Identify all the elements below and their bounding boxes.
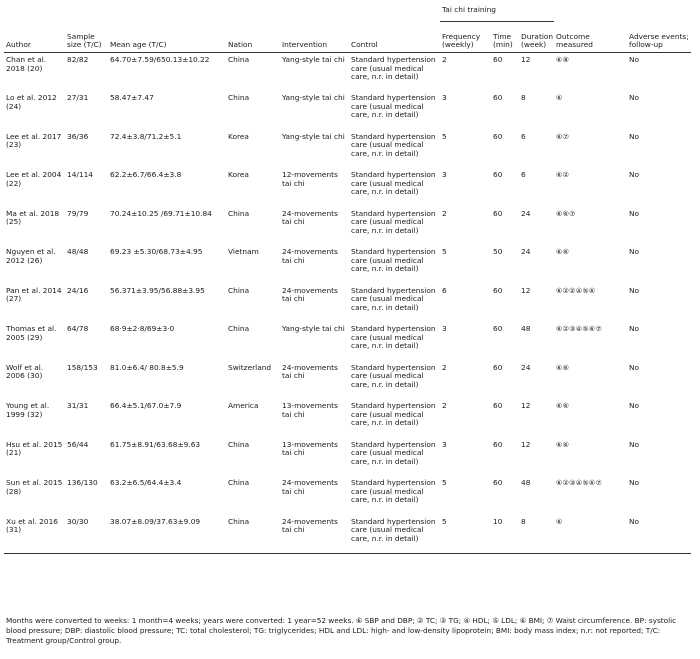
cell-outcome: ⑥②②④⑤⑥	[556, 286, 596, 295]
cell-nation: Korea	[228, 131, 249, 141]
cell-sample: 36/36	[67, 131, 89, 141]
cell-adverse: No	[629, 285, 640, 295]
cell-author: Young et al. 1999 (32)	[6, 401, 50, 419]
cell-outcome: ⑥②③④⑤⑥⑦	[556, 325, 603, 333]
cell-adverse: No	[629, 170, 640, 179]
cell-age: 61.75±8.91/63.68±9.63	[110, 439, 201, 449]
cell-outcome: ⑥	[556, 94, 563, 102]
cell-age: 70.24±10.25 /69.71±10.84	[110, 208, 212, 218]
table-row	[4, 361, 691, 400]
cell-sample: 56/44	[67, 439, 89, 449]
cell-sample: 136/130	[67, 478, 98, 487]
cell-outcome: ⑥⑥	[556, 440, 570, 449]
table-row	[4, 53, 691, 92]
table-row	[4, 284, 691, 323]
cell-sample: 82/82	[67, 55, 89, 64]
cell-adverse: No	[629, 208, 640, 218]
cell-frequency: 2	[442, 362, 447, 372]
cell-age: 66.4±5.1/67.0±7.9	[110, 401, 182, 410]
cell-author: Lee et al. 2004 (22)	[6, 170, 62, 188]
cell-age: 56.371±3.95/56.88±3.95	[110, 285, 205, 295]
header-intervention: Intervention	[280, 4, 349, 53]
cell-nation: America	[228, 401, 259, 410]
cell-intervention: 24-movements tai chi	[282, 362, 338, 381]
cell-author: Xu et al. 2016 (31)	[4, 515, 65, 554]
cell-age: 68·9±2·8/69±3·0	[110, 324, 175, 333]
cell-outcome: ⑥⑥	[556, 248, 570, 256]
cell-duration: 6	[521, 131, 526, 141]
cell-nation: Vietnam	[228, 247, 259, 256]
cell-duration: 12	[521, 439, 531, 449]
cell-intervention: 13-movements tai chi	[282, 439, 338, 458]
cell-sample: 30/30	[65, 515, 108, 554]
header-tai-chi-training: Tai chi training	[440, 4, 554, 22]
header-adverse-events: Adverse events; follow-up	[627, 4, 691, 53]
cell-adverse: No	[629, 131, 640, 141]
cell-time: 60	[493, 285, 503, 295]
cell-intervention: Yang-style tai chi	[282, 324, 345, 333]
cell-nation: China	[228, 208, 250, 218]
cell-time: 60	[493, 478, 503, 487]
cell-sample: 31/31	[67, 401, 89, 410]
cell-duration: 12	[521, 401, 531, 410]
cell-intervention: 24-movements tai chi	[280, 515, 349, 554]
cell-intervention: 24-movements tai chi	[282, 285, 338, 304]
cell-author: Hsu et al. 2015 (21)	[6, 439, 63, 458]
cell-nation: China	[228, 285, 250, 295]
header-mean-age: Mean age (T/C)	[108, 4, 226, 53]
cell-frequency: 2	[442, 55, 447, 64]
cell-control: Standard hypertension care (usual medical care, n.r. in detail)	[351, 285, 436, 312]
cell-control: Standard hypertension care (usual medical care, n.r. in detail)	[351, 208, 436, 235]
cell-adverse: No	[629, 478, 640, 487]
cell-control: Standard hypertension care (usual medical care, n.r. in detail)	[351, 93, 436, 120]
cell-time: 60	[493, 439, 503, 449]
cell-nation: China	[228, 55, 250, 64]
cell-sample: 48/48	[67, 247, 89, 256]
cell-author: Lo et al. 2012 (24)	[6, 93, 57, 111]
table-row	[4, 245, 691, 284]
cell-intervention: 24-movements tai chi	[282, 208, 338, 227]
header-outcome: Outcome measured	[554, 4, 627, 53]
cell-age: 38.07±8.09/37.63±9.09	[108, 515, 226, 554]
cell-outcome: ⑥⑥	[556, 363, 570, 372]
cell-control: Standard hypertension care (usual medical care, n.r. in detail)	[351, 247, 436, 274]
cell-duration: 8	[521, 93, 526, 102]
cell-outcome: ⑥	[554, 515, 627, 554]
cell-age: 81.0±6.4/ 80.8±5.9	[110, 362, 184, 372]
cell-control: Standard hypertension care (usual medical care, n.r. in detail)	[351, 170, 436, 197]
cell-author: Ma et al. 2018 (25)	[6, 208, 60, 227]
cell-nation: China	[226, 515, 280, 554]
cell-intervention: 24-movements tai chi	[282, 478, 338, 496]
cell-adverse: No	[629, 401, 640, 410]
cell-time: 10	[491, 515, 519, 554]
cell-adverse: No	[629, 93, 640, 102]
cell-outcome: ⑥⑥⑦	[556, 209, 576, 218]
cell-frequency: 3	[442, 170, 447, 179]
cell-frequency: 5	[440, 515, 491, 554]
cell-time: 60	[493, 170, 503, 179]
cell-frequency: 2	[442, 208, 447, 218]
cell-outcome: ⑥⑥	[556, 402, 570, 410]
cell-frequency: 2	[442, 401, 447, 410]
cell-nation: China	[228, 324, 250, 333]
cell-intervention: Yang-style tai chi	[282, 55, 345, 64]
cell-time: 60	[493, 93, 503, 102]
cell-sample: 27/31	[67, 93, 89, 102]
cell-adverse: No	[629, 439, 640, 449]
cell-nation: Korea	[228, 170, 249, 179]
cell-sample: 64/78	[67, 324, 89, 333]
cell-duration: 6	[521, 170, 526, 179]
table-row	[4, 515, 691, 554]
cell-frequency: 3	[442, 324, 447, 333]
cell-frequency: 6	[442, 285, 447, 295]
cell-control: Standard hypertension care (usual medical care, n.r. in detail)	[351, 131, 436, 158]
cell-adverse: No	[629, 55, 640, 64]
cell-duration: 24	[521, 247, 531, 256]
cell-author: Wolf et al. 2006 (30)	[6, 362, 44, 381]
cell-time: 60	[493, 208, 503, 218]
cell-intervention: 12-movements tai chi	[282, 170, 338, 188]
table-row	[4, 438, 691, 477]
cell-outcome: ⑥②③④⑤⑥⑦	[556, 479, 603, 487]
header-frequency: Frequency (weekly)	[440, 22, 491, 53]
cell-age: 69.23 ±5.30/68.73±4.95	[110, 247, 203, 256]
cell-frequency: 3	[442, 439, 447, 449]
table-row	[4, 476, 691, 515]
cell-frequency: 5	[442, 478, 447, 487]
cell-sample: 79/79	[67, 208, 89, 218]
cell-intervention: 13-movements tai chi	[282, 401, 338, 419]
cell-author: Lee et al. 2017 (23)	[6, 131, 62, 150]
cell-age: 72.4±3.8/71.2±5.1	[110, 131, 182, 141]
cell-adverse: No	[629, 324, 640, 333]
cell-adverse: No	[629, 247, 640, 256]
cell-frequency: 3	[442, 93, 447, 102]
cell-age: 62.2±6.7/66.4±3.8	[110, 170, 182, 179]
cell-outcome: ⑥②	[556, 171, 570, 179]
cell-nation: China	[228, 93, 250, 102]
cell-duration: 48	[521, 478, 531, 487]
cell-time: 60	[493, 131, 503, 141]
cell-nation: Switzerland	[228, 362, 272, 372]
table-body	[4, 53, 691, 554]
cell-control: Standard hypertension care (usual medical care, n.r. in detail)	[351, 55, 436, 82]
cell-duration: 12	[521, 55, 531, 64]
table-footnote: Months were converted to weeks: 1 month=4 weeks; years were converted: 1 year=52 weeks. ⑥ SBP and DBP; ② TC; ③ TG; ④ HDL; ⑤ LDL; ⑥ BMI; ⑦ Waist circumference. BP: systolic blood pressure; DBP: diastolic blood pressure; TC: total cholesterol; TG: triglycerides; HDL and LDL: high- and low-density lipoprotein; BMI: body mass index; n.r: not reported; T/C: Treatment group/Control group.	[6, 616, 677, 645]
cell-author: Pan et al. 2014 (27)	[6, 285, 62, 304]
header-duration: Duration (week)	[519, 22, 554, 53]
cell-intervention: Yang-style tai chi	[282, 93, 345, 102]
table-row	[4, 207, 691, 246]
cell-duration: 48	[521, 324, 531, 333]
study-characteristics-table	[4, 4, 691, 554]
cell-outcome: ⑥⑦	[556, 132, 570, 141]
cell-time: 60	[493, 324, 503, 333]
cell-duration: 24	[521, 208, 531, 218]
cell-control: Standard hypertension care (usual medical care, n.r. in detail)	[351, 478, 436, 505]
cell-adverse: No	[627, 515, 691, 554]
table-row	[4, 168, 691, 207]
table-row	[4, 130, 691, 169]
cell-frequency: 5	[442, 131, 447, 141]
cell-author: Sun et al. 2015 (28)	[6, 478, 63, 496]
cell-author: Chan et al. 2018 (20)	[6, 55, 47, 73]
cell-time: 60	[493, 362, 503, 372]
cell-control: Standard hypertension care (usual medical care, n.r. in detail)	[351, 362, 436, 389]
cell-control: Standard hypertension care (usual medical care, n.r. in detail)	[349, 515, 440, 554]
cell-intervention: Yang-style tai chi	[282, 131, 345, 141]
cell-sample: 158/153	[67, 362, 98, 372]
cell-sample: 14/114	[67, 170, 94, 179]
cell-outcome: ⑥⑧	[556, 56, 570, 64]
header-time: Time (min)	[491, 22, 519, 53]
header-author: Author	[4, 4, 65, 53]
cell-duration: 8	[519, 515, 554, 554]
cell-age: 63.2±6.5/64.4±3.4	[110, 478, 182, 487]
cell-duration: 12	[521, 285, 531, 295]
header-control: Control	[349, 4, 440, 53]
cell-nation: China	[228, 439, 250, 449]
cell-frequency: 5	[442, 247, 447, 256]
cell-nation: China	[228, 478, 250, 487]
cell-control: Standard hypertension care (usual medical care, n.r. in detail)	[351, 324, 436, 351]
table-header	[4, 4, 691, 53]
cell-author: Nguyen et al. 2012 (26)	[6, 247, 56, 265]
header-nation: Nation	[226, 4, 280, 53]
cell-control: Standard hypertension care (usual medical care, n.r. in detail)	[351, 401, 436, 428]
header-sample-size: Sample size (T/C)	[65, 4, 108, 53]
cell-time: 60	[493, 401, 503, 410]
cell-duration: 24	[521, 362, 531, 372]
cell-time: 60	[493, 55, 503, 64]
cell-sample: 24/16	[67, 285, 89, 295]
table-row	[4, 399, 691, 438]
table-row	[4, 322, 691, 361]
table-row	[4, 91, 691, 130]
cell-author: Thomas et al. 2005 (29)	[6, 324, 57, 342]
cell-control: Standard hypertension care (usual medical care, n.r. in detail)	[351, 439, 436, 466]
cell-age: 58.47±7.47	[110, 93, 154, 102]
cell-time: 50	[493, 247, 503, 256]
cell-age: 64.70±7.59/650.13±10.22	[110, 55, 210, 64]
cell-intervention: 24-movements tai chi	[282, 247, 338, 265]
cell-adverse: No	[629, 362, 640, 372]
